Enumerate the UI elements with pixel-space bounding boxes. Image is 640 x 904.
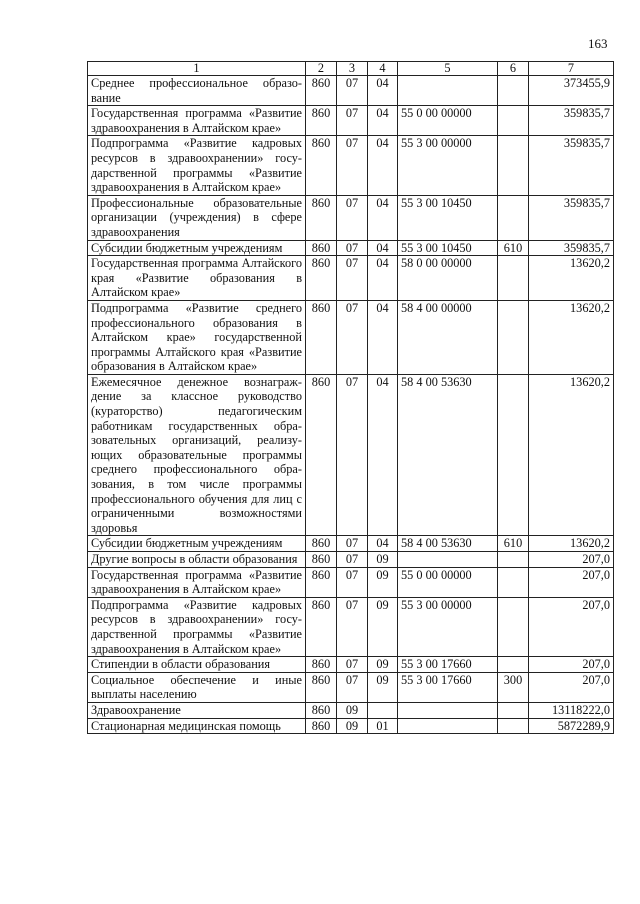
table-row: [88, 374, 614, 536]
section-code-cell: 07: [337, 657, 368, 673]
target-article-code-cell: 55 3 00 10450: [398, 240, 498, 256]
row-name-cell: Социальное обеспечение и иные выплаты населению: [88, 672, 306, 702]
header-cell: 1: [88, 62, 306, 76]
header-cell: 2: [306, 62, 337, 76]
target-article-code-cell: 55 3 00 17660: [398, 657, 498, 673]
budget-table: [87, 61, 614, 734]
target-article-code-cell: 55 3 00 00000: [398, 136, 498, 195]
row-name-cell: Стипендии в области образования: [88, 657, 306, 673]
header-cell: 4: [368, 62, 398, 76]
subsection-code-cell: 01: [368, 718, 398, 734]
header-cell: 5: [398, 62, 498, 76]
section-code-cell: 07: [337, 256, 368, 301]
table-row: [88, 256, 614, 301]
subsection-code-cell: 09: [368, 552, 398, 568]
row-name-cell: Здравоохранение: [88, 702, 306, 718]
ministry-code-cell: 860: [306, 597, 337, 656]
table-row: [88, 597, 614, 656]
ministry-code-cell: 860: [306, 702, 337, 718]
amount-cell: 13620,2: [529, 300, 614, 374]
section-code-cell: 07: [337, 374, 368, 536]
ministry-code-cell: 860: [306, 536, 337, 552]
row-name-cell: Профессиональные образовательные организации (учреждения) в сфере здравоохранения: [88, 195, 306, 240]
row-name-cell: Подпрограмма «Развитие кадровых ресурсов в здравоохранении» государственной программы «Развитие здравоохранения в Алтайском крае»: [88, 597, 306, 656]
section-code-cell: 07: [337, 136, 368, 195]
ministry-code-cell: 860: [306, 195, 337, 240]
ministry-code-cell: 860: [306, 136, 337, 195]
section-code-cell: 07: [337, 597, 368, 656]
section-code-cell: 07: [337, 567, 368, 597]
target-article-code-cell: 58 4 00 53630: [398, 374, 498, 536]
section-code-cell: 07: [337, 240, 368, 256]
ministry-code-cell: 860: [306, 657, 337, 673]
expense-type-code-cell: [498, 552, 529, 568]
ministry-code-cell: 860: [306, 552, 337, 568]
section-code-cell: 09: [337, 702, 368, 718]
target-article-code-cell: [398, 702, 498, 718]
header-cell: 6: [498, 62, 529, 76]
section-code-cell: 09: [337, 718, 368, 734]
row-name-cell: Субсидии бюджетным учреждениям: [88, 536, 306, 552]
ministry-code-cell: 860: [306, 76, 337, 106]
expense-type-code-cell: [498, 597, 529, 656]
target-article-code-cell: 55 3 00 00000: [398, 597, 498, 656]
expense-type-code-cell: [498, 106, 529, 136]
expense-type-code-cell: [498, 195, 529, 240]
ministry-code-cell: 860: [306, 106, 337, 136]
subsection-code-cell: 04: [368, 256, 398, 301]
section-code-cell: 07: [337, 300, 368, 374]
subsection-code-cell: 04: [368, 106, 398, 136]
table-header-row: [88, 62, 614, 76]
ministry-code-cell: 860: [306, 718, 337, 734]
expense-type-code-cell: 610: [498, 240, 529, 256]
subsection-code-cell: 09: [368, 657, 398, 673]
table-row: [88, 106, 614, 136]
section-code-cell: 07: [337, 536, 368, 552]
ministry-code-cell: 860: [306, 300, 337, 374]
expense-type-code-cell: 610: [498, 536, 529, 552]
table-row: [88, 195, 614, 240]
row-name-cell: Стационарная медицинская помощь: [88, 718, 306, 734]
expense-type-code-cell: [498, 567, 529, 597]
row-name-cell: Среднее профессиональное образование: [88, 76, 306, 106]
target-article-code-cell: 58 4 00 53630: [398, 536, 498, 552]
ministry-code-cell: 860: [306, 240, 337, 256]
subsection-code-cell: 04: [368, 76, 398, 106]
amount-cell: 13118222,0: [529, 702, 614, 718]
amount-cell: 359835,7: [529, 136, 614, 195]
table-row: [88, 718, 614, 734]
table-body: [88, 76, 614, 734]
expense-type-code-cell: [498, 256, 529, 301]
subsection-code-cell: 04: [368, 374, 398, 536]
target-article-code-cell: [398, 718, 498, 734]
subsection-code-cell: 04: [368, 195, 398, 240]
ministry-code-cell: 860: [306, 672, 337, 702]
ministry-code-cell: 860: [306, 567, 337, 597]
table-row: [88, 136, 614, 195]
table-row: [88, 240, 614, 256]
expense-type-code-cell: [498, 136, 529, 195]
expense-type-code-cell: 300: [498, 672, 529, 702]
amount-cell: 5872289,9: [529, 718, 614, 734]
row-name-cell: Государственная программа «Развитие здравоохранения в Алтайском крае»: [88, 567, 306, 597]
table-row: [88, 76, 614, 106]
amount-cell: 373455,9: [529, 76, 614, 106]
section-code-cell: 07: [337, 672, 368, 702]
row-name-cell: Государственная программа Алтайского края «Развитие образования в Алтайском крае»: [88, 256, 306, 301]
target-article-code-cell: 58 0 00 00000: [398, 256, 498, 301]
page-number: 163: [588, 36, 608, 51]
row-name-cell: Государственная программа «Развитие здравоохранения в Алтайском крае»: [88, 106, 306, 136]
amount-cell: 359835,7: [529, 106, 614, 136]
amount-cell: 207,0: [529, 672, 614, 702]
table-row: [88, 672, 614, 702]
table-row: [88, 300, 614, 374]
row-name-cell: Субсидии бюджетным учреждениям: [88, 240, 306, 256]
subsection-code-cell: 04: [368, 136, 398, 195]
amount-cell: 207,0: [529, 597, 614, 656]
expense-type-code-cell: [498, 300, 529, 374]
amount-cell: 359835,7: [529, 240, 614, 256]
table-row: [88, 657, 614, 673]
expense-type-code-cell: [498, 374, 529, 536]
subsection-code-cell: 04: [368, 536, 398, 552]
table-row: [88, 567, 614, 597]
subsection-code-cell: 09: [368, 567, 398, 597]
row-name-cell: Ежемесячное денежное вознаграждение за классное руководство (кураторство) педагогическим работникам государственных образовательных организаций, реализующих образовательные программы среднего профессионального образования, в том числе программы профессионального обучения для лиц с ограниченными возможностями здоровья: [88, 374, 306, 536]
header-cell: 7: [529, 62, 614, 76]
header-cell: 3: [337, 62, 368, 76]
section-code-cell: 07: [337, 552, 368, 568]
amount-cell: 207,0: [529, 567, 614, 597]
target-article-code-cell: [398, 552, 498, 568]
expense-type-code-cell: [498, 657, 529, 673]
row-name-cell: Подпрограмма «Развитие кадровых ресурсов в здравоохранении» государственной программы «Развитие здравоохранения в Алтайском крае»: [88, 136, 306, 195]
section-code-cell: 07: [337, 195, 368, 240]
row-name-cell: Другие вопросы в области образования: [88, 552, 306, 568]
amount-cell: 13620,2: [529, 256, 614, 301]
amount-cell: 207,0: [529, 657, 614, 673]
table-row: [88, 536, 614, 552]
target-article-code-cell: 55 0 00 00000: [398, 567, 498, 597]
ministry-code-cell: 860: [306, 256, 337, 301]
amount-cell: 207,0: [529, 552, 614, 568]
amount-cell: 13620,2: [529, 374, 614, 536]
table-row: [88, 552, 614, 568]
subsection-code-cell: 09: [368, 597, 398, 656]
expense-type-code-cell: [498, 718, 529, 734]
target-article-code-cell: 58 4 00 00000: [398, 300, 498, 374]
subsection-code-cell: 09: [368, 672, 398, 702]
target-article-code-cell: 55 0 00 00000: [398, 106, 498, 136]
subsection-code-cell: 04: [368, 300, 398, 374]
section-code-cell: 07: [337, 76, 368, 106]
section-code-cell: 07: [337, 106, 368, 136]
target-article-code-cell: 55 3 00 17660: [398, 672, 498, 702]
subsection-code-cell: 04: [368, 240, 398, 256]
table-row: [88, 702, 614, 718]
expense-type-code-cell: [498, 76, 529, 106]
amount-cell: 359835,7: [529, 195, 614, 240]
target-article-code-cell: [398, 76, 498, 106]
amount-cell: 13620,2: [529, 536, 614, 552]
subsection-code-cell: [368, 702, 398, 718]
ministry-code-cell: 860: [306, 374, 337, 536]
target-article-code-cell: 55 3 00 10450: [398, 195, 498, 240]
row-name-cell: Подпрограмма «Развитие среднего профессионального образования в Алтайском крае» государственной программы Алтайского края «Развитие образования в Алтайском крае»: [88, 300, 306, 374]
expense-type-code-cell: [498, 702, 529, 718]
